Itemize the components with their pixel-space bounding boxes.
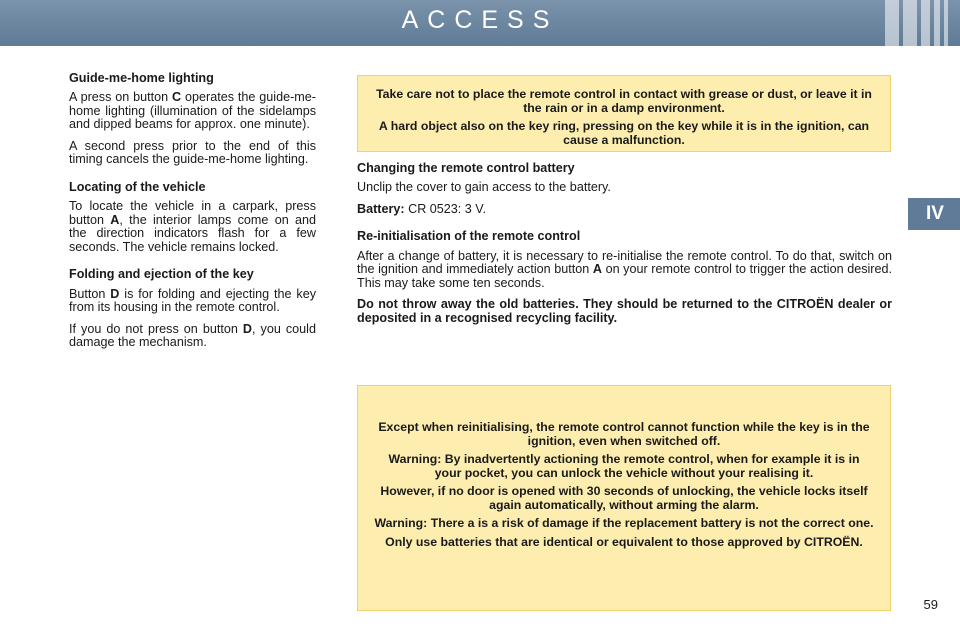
warning-text: A hard object also on the key ring, pressing on the key while it is in the ignition, can cause a malfunction. — [378, 119, 870, 147]
section-title: ACCESS — [401, 6, 559, 34]
paragraph: Button D is for folding and ejecting the key from its housing in the remote control. — [69, 286, 316, 315]
warning-text: Warning: There a is a risk of damage if the replacement battery is not the correct one. — [374, 516, 874, 531]
paragraph: If you do not press on button D, you could damage the mechanism. — [69, 321, 316, 350]
page-number: 59 — [923, 597, 938, 612]
heading-changing-battery: Changing the remote control battery — [357, 161, 575, 175]
paragraph: After a change of battery, it is necessary to re-initialise the remote control. To do that, switch on the ignition and immediately action button A on your remote control to trigger the action desired. This may take some ten seconds. — [357, 248, 893, 290]
paragraph: Unclip the cover to gain access to the battery. — [357, 180, 611, 195]
recycling-notice: Do not throw away the old batteries. They should be returned to the CITROËN dealer or deposited in a recognised recycling facility. — [357, 297, 892, 325]
paragraph: A second press prior to the end of this timing cancels the guide-me-home lighting. — [69, 138, 316, 167]
heading-guide-me-home: Guide-me-home lighting — [69, 71, 214, 85]
header-decoration — [881, 0, 948, 46]
heading-folding-key: Folding and ejection of the key — [69, 267, 254, 282]
warning-text: Take care not to place the remote control in contact with grease or dust, or leave it in the rain or in a damp environment. — [376, 87, 872, 115]
battery-spec: Battery: CR 0523: 3 V. — [357, 201, 487, 216]
warning-text: However, if no door is opened with 30 seconds of unlocking, the vehicle locks itself again automatically, without arming the alarm. — [380, 484, 868, 512]
paragraph: A press on button C operates the guide-me-home lighting (illumination of the sidelamps and dipped beams for approx. one minute). — [69, 90, 316, 132]
left-column — [69, 72, 316, 358]
warning-box-bottom — [357, 385, 891, 611]
warning-text: Only use batteries that are identical or equivalent to those approved by CITROËN. — [385, 534, 863, 549]
chapter-tab: IV — [908, 198, 960, 230]
warning-text: Warning: By inadvertently actioning the remote control, when for example it is in your pocket, you can unlock the vehicle without your realising it. — [388, 452, 860, 480]
heading-locating: Locating of the vehicle — [69, 179, 206, 194]
right-column — [357, 162, 892, 333]
warning-text: Except when reinitialising, the remote control cannot function while the key is in the ignition, even when switched off. — [378, 420, 870, 448]
heading-reinitialisation: Re-initialisation of the remote control — [357, 229, 581, 244]
paragraph: To locate the vehicle in a carpark, press button A, the interior lamps come on and the direction indicators flash for a few seconds. The vehicle remains locked. — [69, 199, 316, 254]
warning-box-top — [357, 75, 891, 152]
page-header — [0, 0, 960, 46]
